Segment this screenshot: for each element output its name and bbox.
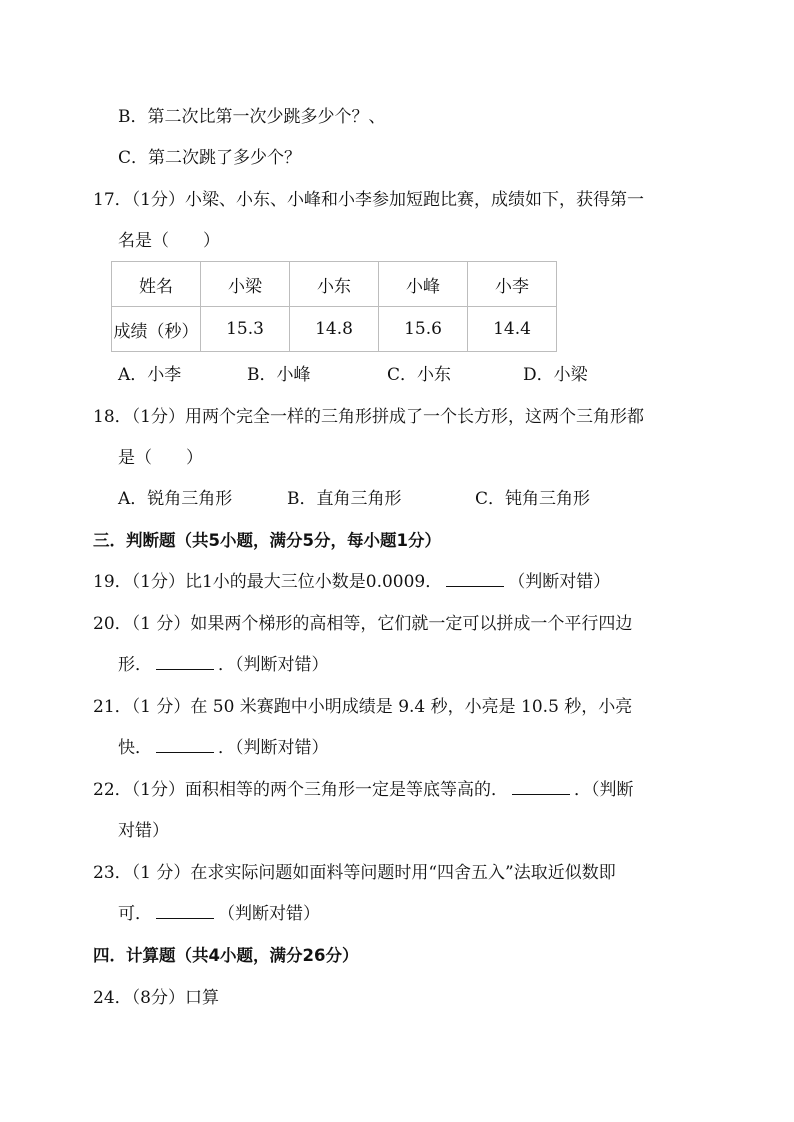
question-24-text: 24．（8分）口算 — [93, 988, 219, 1008]
q19-text: 19．（1分）比1小的最大三位小数是0.0009． — [93, 572, 443, 592]
question-18-text-cont: 是（ ） — [118, 448, 203, 468]
q18-option-b: B．直角三角形 — [287, 489, 402, 509]
option-b-line: B．第二次比第一次少跳多少个？、 — [118, 107, 386, 127]
table-cell: 小李 — [468, 262, 557, 307]
question-22-text-cont: 对错） — [118, 821, 169, 841]
question-17-text-cont: 名是（ ） — [118, 231, 220, 251]
table-row — [112, 262, 557, 307]
question-21-text: 21．（1 分）在 50 米赛跑中小明成绩是 9.4 秒，小亮是 10.5 秒，小亮 — [93, 697, 633, 717]
q21-suffix: ．（判断对错） — [218, 738, 329, 758]
section-3-heading: 三．判断题（共5小题，满分5分，每小题1分） — [93, 531, 441, 550]
table-cell: 15.3 — [201, 307, 290, 352]
q21-text: 快． — [118, 738, 152, 758]
question-19-text — [93, 571, 610, 593]
q22-text: 22．（1分）面积相等的两个三角形一定是等底等高的． — [93, 780, 508, 800]
q18-option-a: A．锐角三角形 — [118, 489, 233, 509]
table-row — [112, 307, 557, 352]
answer-blank[interactable] — [156, 737, 214, 753]
question-21-text-cont — [118, 737, 329, 759]
question-22-text — [93, 779, 633, 801]
table-cell: 小峰 — [379, 262, 468, 307]
q23-suffix: （判断对错） — [218, 904, 320, 924]
q17-option-b: B．小峰 — [247, 365, 311, 385]
table-cell: 小梁 — [201, 262, 290, 307]
table-cell: 成绩（秒） — [112, 307, 201, 352]
q20-text: 形． — [118, 655, 152, 675]
q20-suffix: ．（判断对错） — [218, 655, 329, 675]
section-4-heading: 四．计算题（共4小题，满分26分） — [93, 946, 359, 965]
q17-option-c: C．小东 — [387, 365, 452, 385]
answer-blank[interactable] — [156, 654, 214, 670]
option-c-line: C．第二次跳了多少个？ — [118, 148, 302, 168]
q19-suffix: （判断对错） — [508, 572, 611, 592]
question-17-text: 17．（1分）小梁、小东、小峰和小李参加短跑比赛，成绩如下，获得第一 — [93, 190, 644, 210]
table-cell: 14.8 — [290, 307, 379, 352]
answer-blank[interactable] — [156, 903, 214, 919]
table-cell: 姓名 — [112, 262, 201, 307]
question-18-text: 18．（1分）用两个完全一样的三角形拼成了一个长方形，这两个三角形都 — [93, 407, 644, 427]
score-table — [111, 261, 557, 352]
answer-blank[interactable] — [446, 571, 504, 587]
q17-option-a: A．小李 — [118, 365, 182, 385]
question-23-text-cont — [118, 903, 320, 925]
table-cell: 14.4 — [468, 307, 557, 352]
q23-text: 可． — [118, 904, 152, 924]
q17-option-d: D．小梁 — [523, 365, 588, 385]
q22-suffix: ．（判断 — [573, 780, 634, 800]
question-20-text: 20．（1 分）如果两个梯形的高相等，它们就一定可以拼成一个平行四边 — [93, 614, 633, 634]
table-cell: 小东 — [290, 262, 379, 307]
question-20-text-cont — [118, 654, 329, 676]
table-cell: 15.6 — [379, 307, 468, 352]
answer-blank[interactable] — [512, 779, 570, 795]
question-23-text: 23．（1 分）在求实际问题如面料等问题时用“四舍五入”法取近似数即 — [93, 863, 616, 883]
q18-option-c: C．钝角三角形 — [475, 489, 591, 509]
